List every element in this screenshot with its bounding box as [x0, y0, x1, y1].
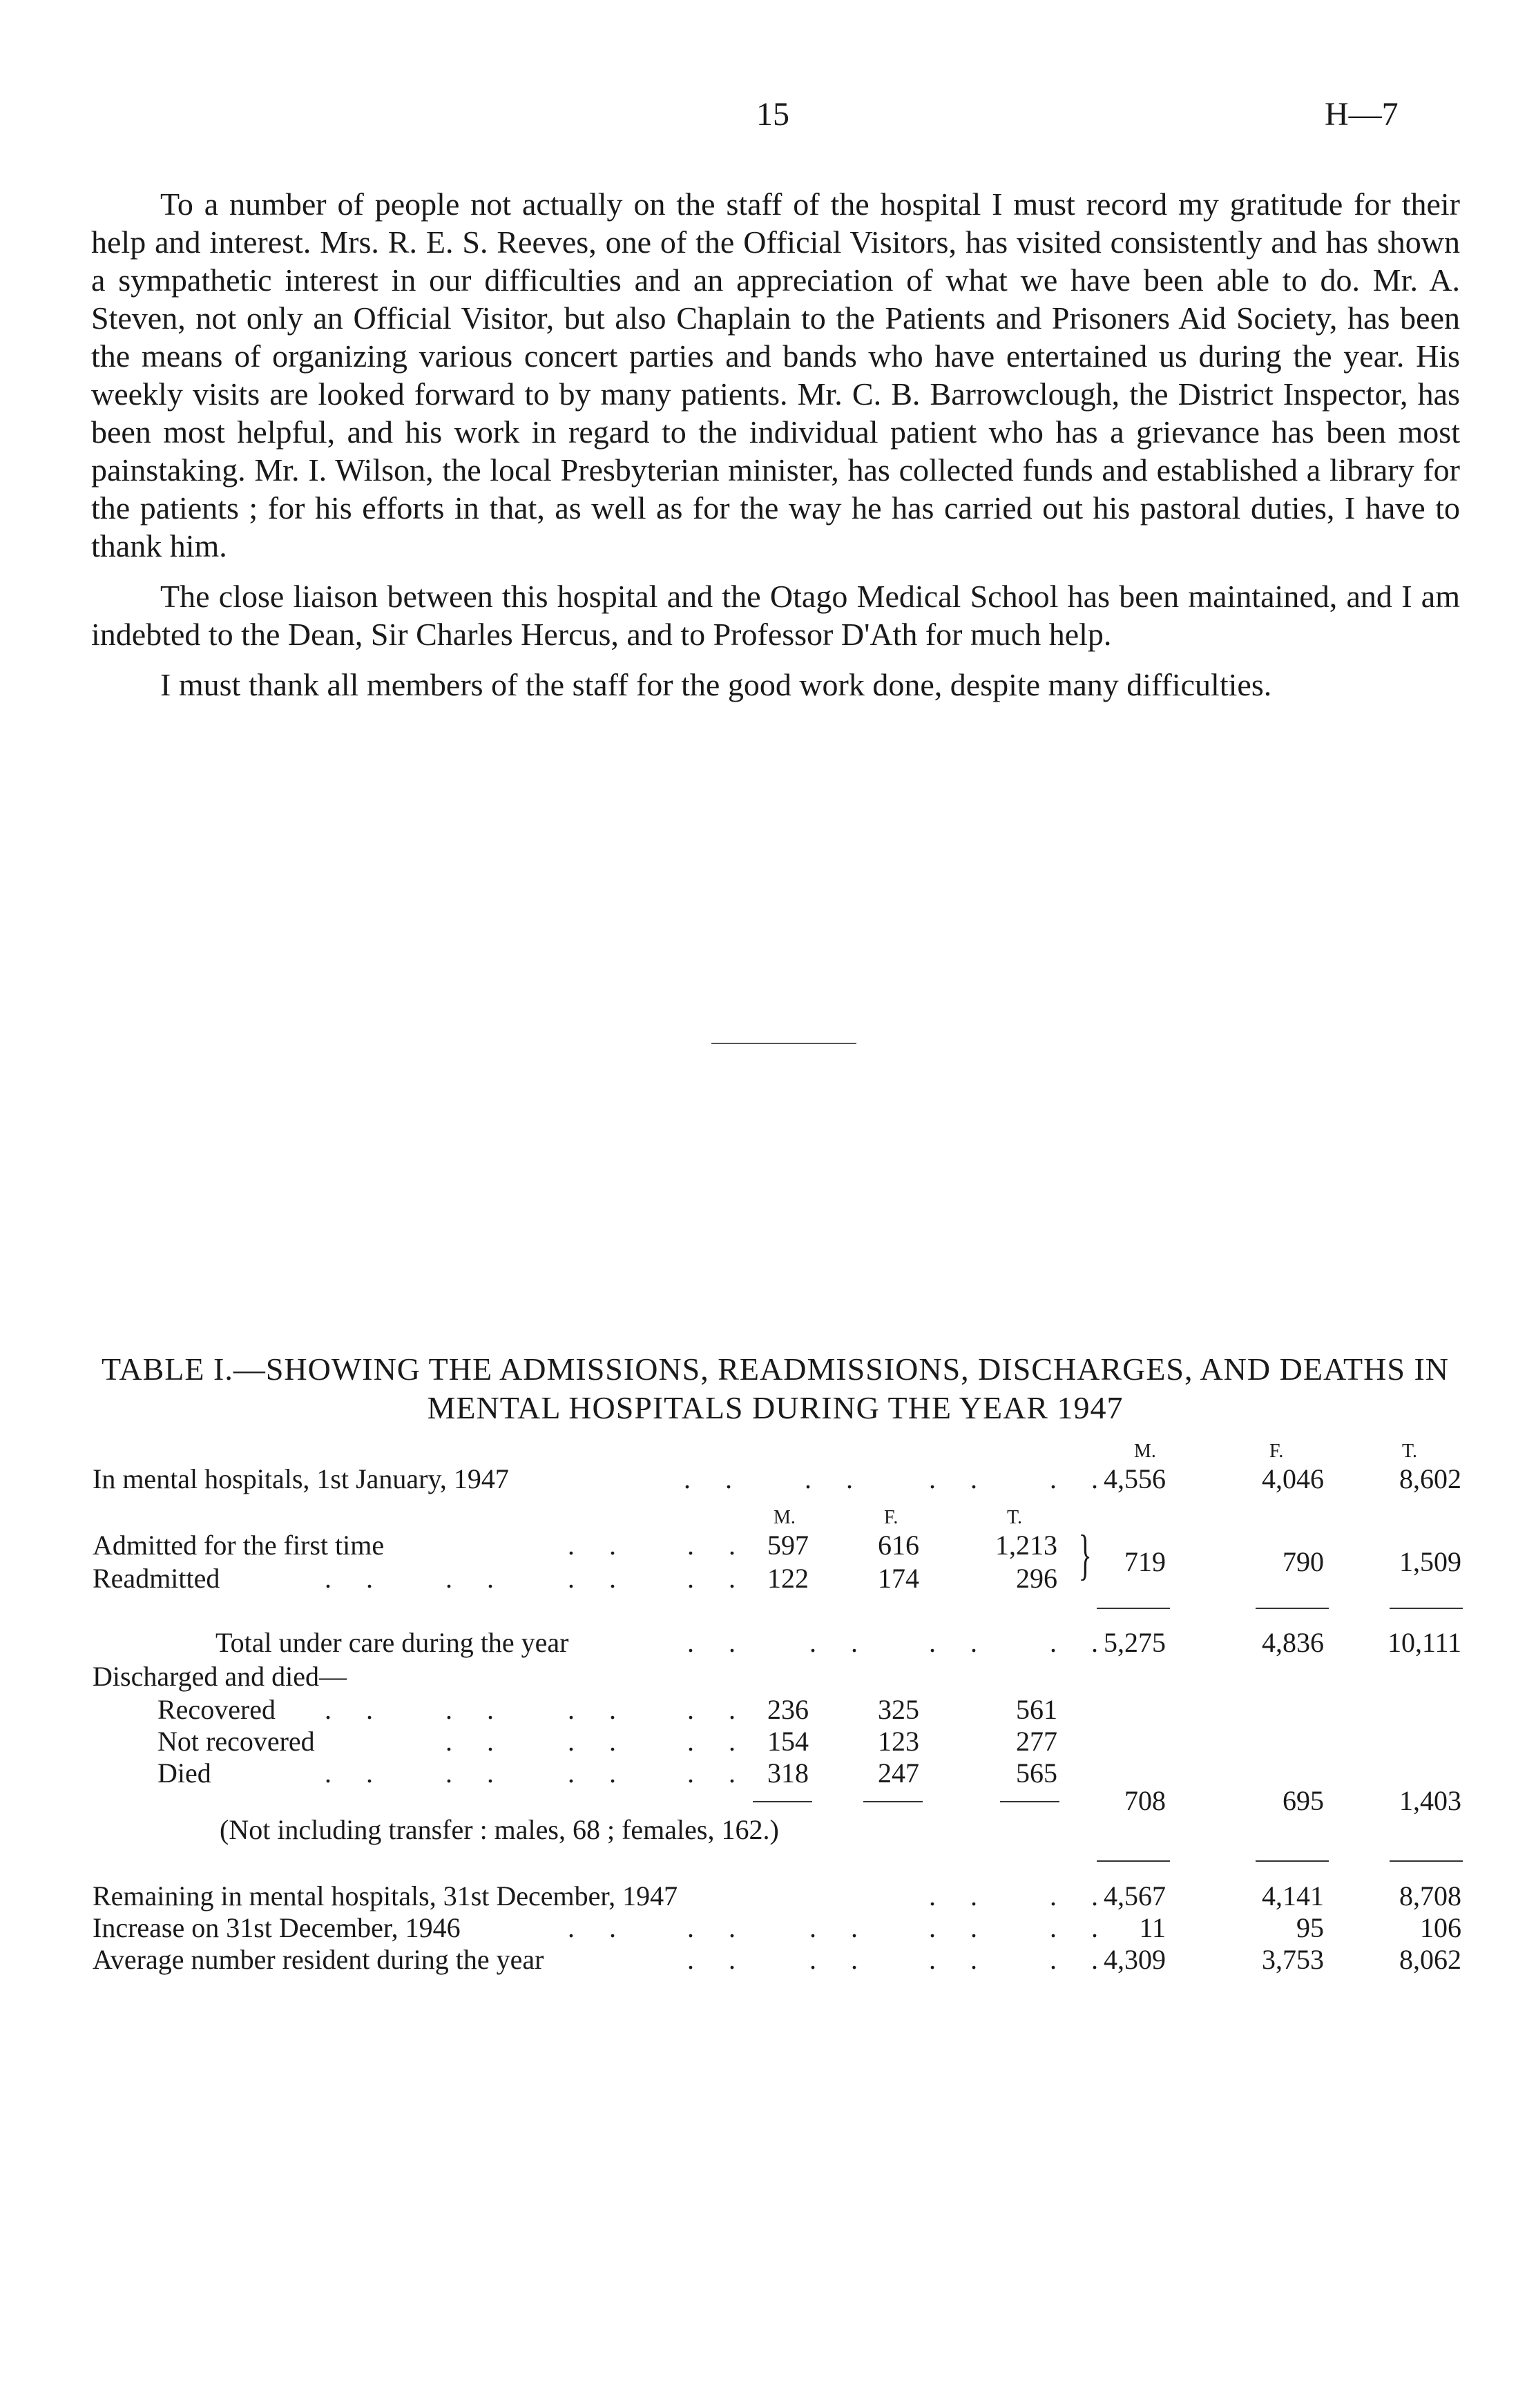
cell-t: 1,509: [1399, 1546, 1461, 1577]
cell-f: 790: [1283, 1546, 1324, 1577]
row-label: Average number resident during the year: [93, 1944, 544, 1975]
cell-sub-m: 236: [767, 1694, 809, 1725]
leader-dots: . .: [929, 1880, 991, 1911]
leader-dots: . .: [687, 1912, 749, 1943]
cell-m: 11: [1139, 1912, 1166, 1943]
total-rule: [1390, 1860, 1463, 1862]
subtotal-rule: [863, 1801, 923, 1802]
row-label: Not recovered: [157, 1726, 315, 1757]
cell-sub-f: 174: [878, 1563, 919, 1594]
cell-f: 4,141: [1262, 1880, 1324, 1911]
total-rule: [1256, 1860, 1329, 1862]
cell-t: 8,708: [1399, 1880, 1461, 1911]
table-title-line2: MENTAL HOSPITALS DURING THE YEAR 1947: [427, 1390, 1124, 1425]
cell-f: 695: [1283, 1785, 1324, 1816]
leader-dots: . .: [929, 1627, 991, 1658]
cell-sub-t: 1,213: [995, 1530, 1057, 1561]
cell-sub-m: 597: [767, 1530, 809, 1561]
leader-dots: . .: [568, 1757, 630, 1789]
subtotal-rule: [753, 1801, 812, 1802]
paragraph-staff-thanks: I must thank all members of the staff for the good work done, despite many difficulties.: [160, 667, 1272, 702]
cell-t: 1,403: [1399, 1785, 1461, 1816]
cell-sub-f: 616: [878, 1530, 919, 1561]
cell-sub-t: 565: [1016, 1757, 1057, 1789]
leader-dots: . .: [687, 1563, 749, 1594]
sub-header-m: M.: [774, 1507, 796, 1528]
page-number: 15: [756, 96, 789, 133]
row-label: Remaining in mental hospitals, 31st December, 1947: [93, 1880, 678, 1911]
sub-header-t: T.: [1007, 1507, 1023, 1528]
total-rule: [1097, 1608, 1170, 1609]
leader-dots: . .: [325, 1694, 387, 1725]
row-label: Admitted for the first time: [93, 1530, 385, 1561]
cell-m: 4,567: [1104, 1880, 1166, 1911]
leader-dots: . .: [687, 1627, 749, 1658]
cell-t: 8,062: [1399, 1944, 1461, 1975]
paragraph-medical-school: The close liaison between this hospital and the Otago Medical School has been maintained, and I am indebted to the Dean, Sir Charles Hercus, and to Professor D'Ath for much help.: [91, 579, 1460, 652]
col-header-f: F.: [1269, 1441, 1284, 1462]
row-label: Total under care during the year: [215, 1627, 569, 1658]
cell-sub-f: 247: [878, 1757, 919, 1789]
cell-sub-t: 296: [1016, 1563, 1057, 1594]
document-reference: H—7: [1325, 96, 1399, 133]
section-heading: Discharged and died—: [93, 1661, 347, 1692]
cell-t: 8,602: [1399, 1463, 1461, 1494]
cell-m: 4,556: [1104, 1463, 1166, 1494]
leader-dots: . .: [809, 1912, 872, 1943]
leader-dots: . .: [809, 1944, 872, 1975]
cell-sub-m: 154: [767, 1726, 809, 1757]
col-header-t: T.: [1402, 1441, 1418, 1462]
leader-dots: . .: [568, 1694, 630, 1725]
leader-dots: . .: [687, 1944, 749, 1975]
cell-sub-f: 123: [878, 1726, 919, 1757]
leader-dots: . .: [929, 1944, 991, 1975]
section-divider: [711, 1043, 856, 1044]
transfer-note: (Not including transfer : males, 68 ; females, 162.): [220, 1814, 779, 1845]
cell-f: 95: [1296, 1912, 1324, 1943]
cell-m: 708: [1124, 1785, 1166, 1816]
leader-dots: . .: [445, 1757, 508, 1789]
cell-m: 4,309: [1104, 1944, 1166, 1975]
leader-dots: . .: [687, 1694, 749, 1725]
leader-dots: . .: [445, 1563, 508, 1594]
cell-m: 5,275: [1104, 1627, 1166, 1658]
leader-dots: . .: [929, 1463, 991, 1494]
subtotal-rule: [1000, 1801, 1059, 1802]
total-rule: [1256, 1608, 1329, 1609]
total-rule: [1390, 1608, 1463, 1609]
cell-t: 10,111: [1387, 1627, 1461, 1658]
row-label: In mental hospitals, 1st January, 1947: [93, 1463, 509, 1494]
row-label: Recovered: [157, 1694, 276, 1725]
leader-dots: . .: [1050, 1880, 1112, 1911]
leader-dots: . .: [1050, 1627, 1112, 1658]
leader-dots: . .: [929, 1912, 991, 1943]
cell-sub-f: 325: [878, 1694, 919, 1725]
cell-sub-m: 122: [767, 1563, 809, 1594]
right-brace: }: [1078, 1525, 1092, 1586]
leader-dots: . .: [568, 1563, 630, 1594]
leader-dots: . .: [325, 1757, 387, 1789]
paragraph-acknowledgements: To a number of people not actually on the staff of the hospital I must record my gratitude for their help and interest. Mrs. R. E. S. Reeves, one of the Official Visitors, has visited consistently and has shown a sympathetic interest in our difficulties and an appreciation of what we have been able to do. Mr. A. Steven, not only an Official Visitor, but also Chaplain to the Patients and Prisoners Aid Society, has been the means of organizing various concert parties and bands who have entertained us during the year. His weekly visits are looked forward to by many patients. Mr. C. B. Barrowclough, the District Inspector, has been most helpful, and his work in regard to the individual patient who has a grievance has been most painstaking. Mr. I. Wilson, the local Presbyterian minister, has collected funds and established a library for the patients ; for his efforts in that, as well as for the way he has carried out his pastoral duties, I have to thank him.: [91, 186, 1460, 564]
cell-sub-m: 318: [767, 1757, 809, 1789]
table-title-line1: TABLE I.—SHOWING THE ADMISSIONS, READMISSIONS, DISCHARGES, AND DEATHS IN: [101, 1351, 1449, 1387]
leader-dots: . .: [1050, 1463, 1112, 1494]
leader-dots: . .: [568, 1530, 630, 1561]
leader-dots: . .: [568, 1912, 630, 1943]
row-label: Died: [157, 1757, 211, 1789]
leader-dots: . .: [568, 1726, 630, 1757]
cell-f: 4,836: [1262, 1627, 1324, 1658]
cell-sub-t: 277: [1016, 1726, 1057, 1757]
leader-dots: . .: [687, 1726, 749, 1757]
cell-t: 106: [1420, 1912, 1461, 1943]
cell-m: 719: [1124, 1546, 1166, 1577]
leader-dots: . .: [805, 1463, 867, 1494]
cell-sub-t: 561: [1016, 1694, 1057, 1725]
leader-dots: . .: [687, 1757, 749, 1789]
cell-f: 4,046: [1262, 1463, 1324, 1494]
row-label: Increase on 31st December, 1946: [93, 1912, 461, 1943]
cell-f: 3,753: [1262, 1944, 1324, 1975]
leader-dots: . .: [325, 1563, 387, 1594]
leader-dots: . .: [684, 1463, 746, 1494]
leader-dots: . .: [445, 1694, 508, 1725]
body-text: [91, 185, 1460, 716]
sub-header-f: F.: [884, 1507, 899, 1528]
col-header-m: M.: [1134, 1441, 1156, 1462]
total-rule: [1097, 1860, 1170, 1862]
leader-dots: . .: [809, 1627, 872, 1658]
leader-dots: . .: [445, 1726, 508, 1757]
leader-dots: . .: [687, 1530, 749, 1561]
row-label: Readmitted: [93, 1563, 220, 1594]
leader-dots: . .: [1050, 1912, 1112, 1943]
leader-dots: . .: [1050, 1944, 1112, 1975]
